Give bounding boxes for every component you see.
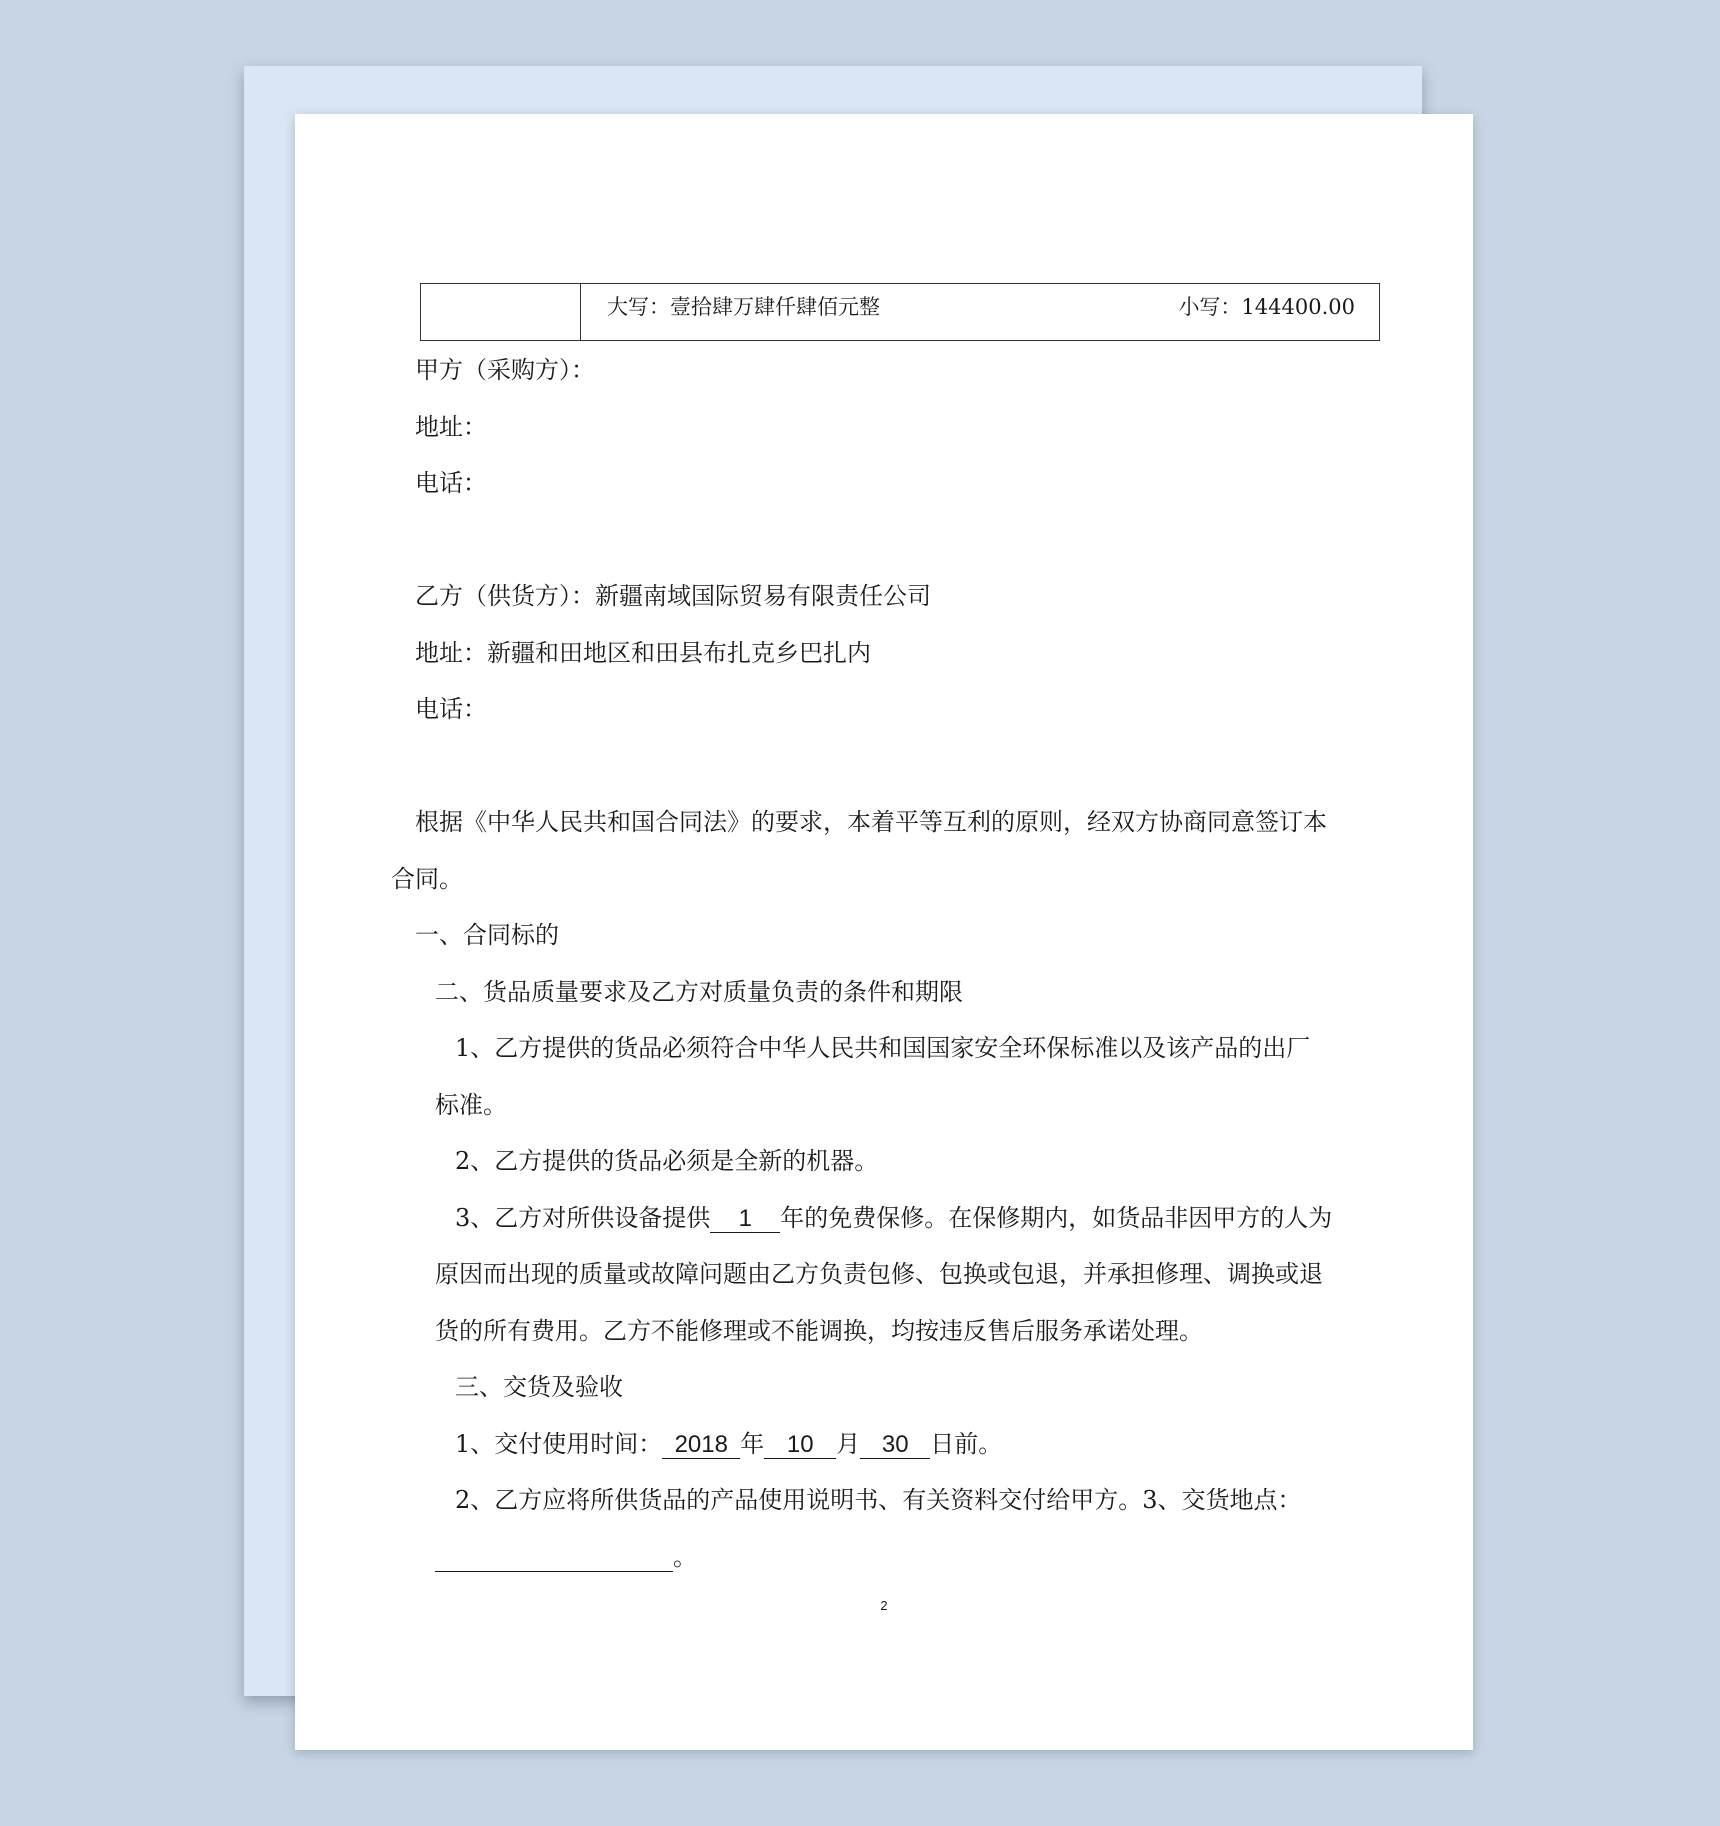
delivery-location-field — [435, 1547, 673, 1572]
day-unit: 日前。 — [930, 1430, 1003, 1458]
section-2-item-3-line-2: 原因而出现的质量或故障问题由乙方负责包修、包换或包退，并承担修理、调换或退 — [435, 1260, 1323, 1288]
section-2-heading: 二、货品质量要求及乙方对质量负责的条件和期限 — [435, 978, 963, 1006]
warranty-text-before: 3、乙方对所供设备提供 — [455, 1204, 711, 1232]
party-b-address: 地址：新疆和田地区和田县布扎克乡巴扎内 — [415, 639, 871, 667]
delivery-month-field: 10 — [764, 1432, 836, 1459]
party-a-phone: 电话： — [415, 469, 487, 497]
amount-numeric: 小写：144400.00 — [1178, 295, 1355, 319]
section-2-item-2: 2、乙方提供的货品必须是全新的机器。 — [455, 1147, 879, 1175]
party-a-title: 甲方（采购方）： — [415, 356, 595, 384]
year-unit: 年 — [740, 1430, 765, 1458]
warranty-years-field: 1 — [710, 1206, 780, 1233]
amount-table-value-cell — [581, 284, 1379, 340]
amount-uppercase: 大写：壹拾肆万肆仟肆佰元整 — [607, 295, 880, 319]
party-a-address: 地址： — [415, 413, 487, 441]
section-2-item-1-line-2: 标准。 — [435, 1091, 507, 1119]
document-page — [295, 114, 1473, 1750]
month-unit: 月 — [836, 1430, 861, 1458]
section-2-item-3-line-1 — [455, 1203, 1332, 1233]
section-3-item-1 — [455, 1429, 1002, 1459]
party-b-phone: 电话： — [415, 695, 487, 723]
amount-table — [420, 283, 1380, 341]
section-3-heading: 三、交货及验收 — [455, 1373, 623, 1401]
amount-table-label-cell — [421, 284, 581, 340]
delivery-year-field: 2018 — [662, 1432, 740, 1459]
section-2-item-1-line-1: 1、乙方提供的货品必须符合中华人民共和国国家安全环保标准以及该产品的出厂 — [455, 1034, 1311, 1062]
intro-line-2: 合同。 — [391, 865, 463, 893]
intro-line-1: 根据《中华人民共和国合同法》的要求，本着平等互利的原则，经双方协商同意签订本 — [415, 808, 1327, 836]
delivery-location-end: 。 — [673, 1543, 697, 1571]
delivery-time-label: 1、交付使用时间： — [455, 1430, 663, 1458]
section-3-item-3 — [435, 1542, 697, 1572]
delivery-day-field: 30 — [860, 1432, 930, 1459]
section-3-item-2: 2、乙方应将所供货品的产品使用说明书、有关资料交付给甲方。3、交货地点： — [455, 1486, 1302, 1514]
party-b-title: 乙方（供货方）：新疆南域国际贸易有限责任公司 — [415, 582, 931, 610]
section-1-heading: 一、合同标的 — [415, 921, 559, 949]
page-number: 2 — [880, 1598, 888, 1613]
section-2-item-3-line-3: 货的所有费用。乙方不能修理或不能调换，均按违反售后服务承诺处理。 — [435, 1317, 1203, 1345]
warranty-text-after: 年的免费保修。在保修期内，如货品非因甲方的人为 — [780, 1204, 1333, 1232]
